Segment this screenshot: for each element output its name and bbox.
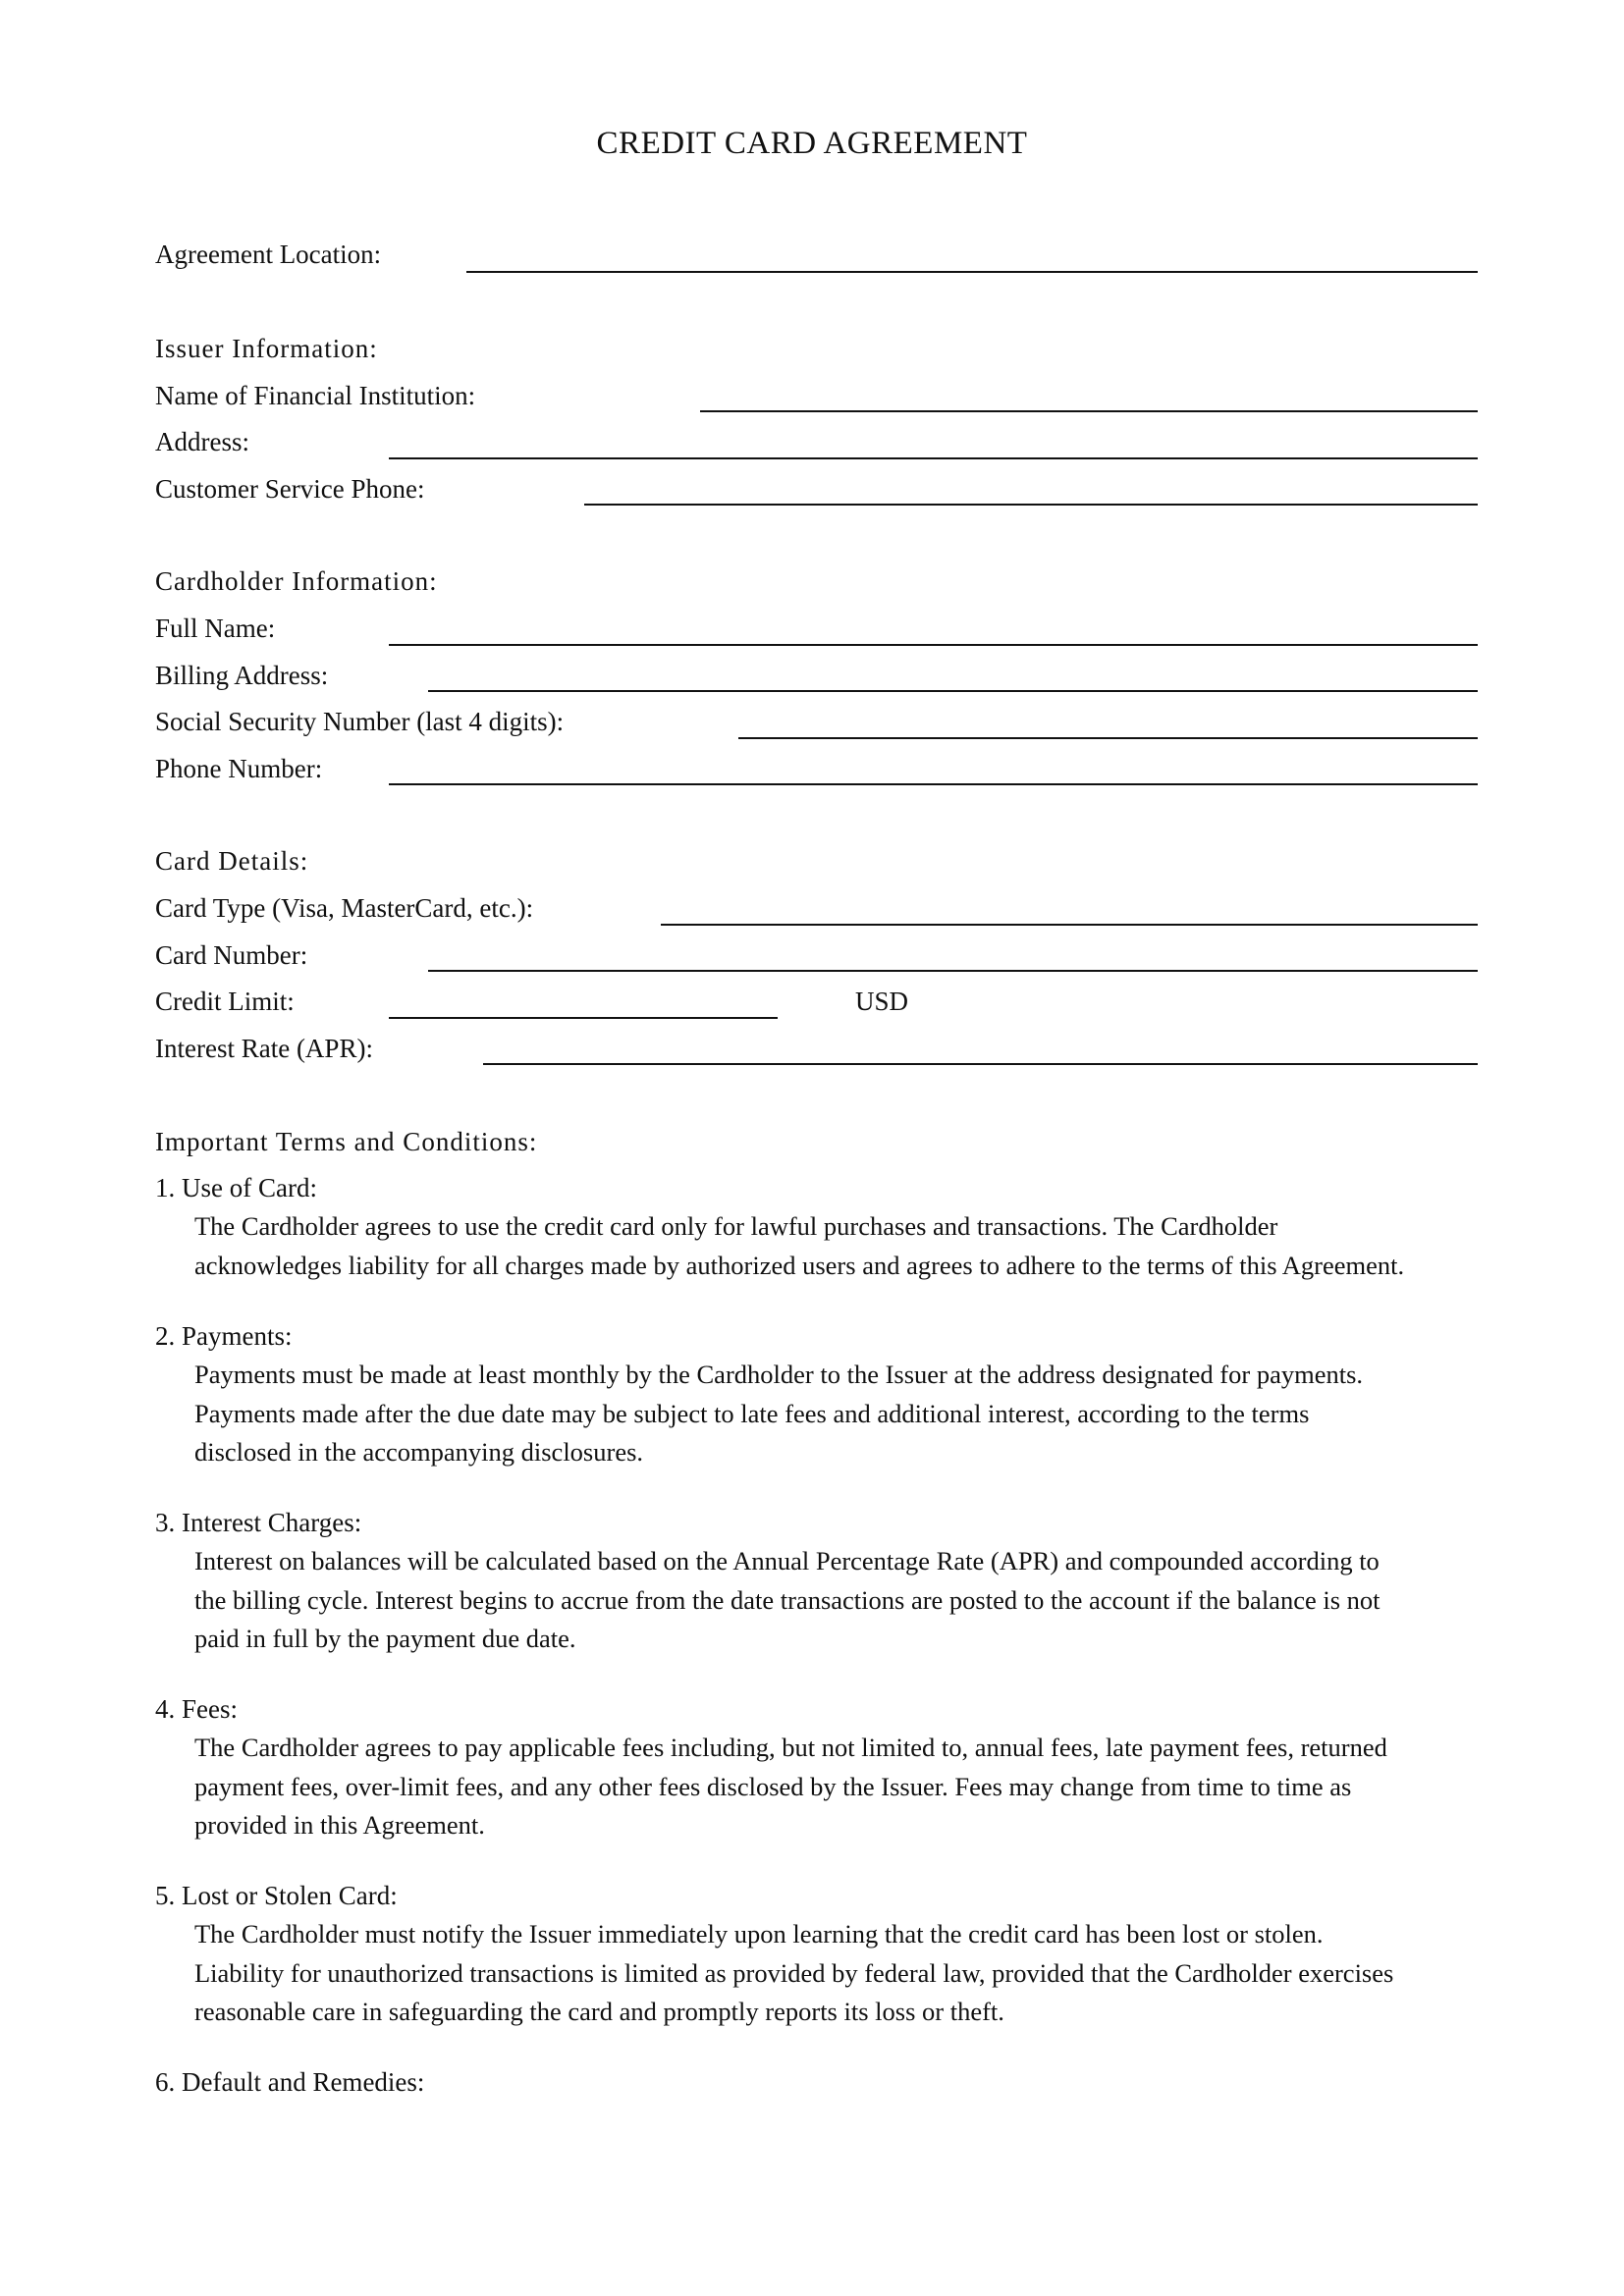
card-details-heading: Card Details:	[155, 846, 309, 876]
ssn-label: Social Security Number (last 4 digits):	[155, 707, 565, 736]
card-number-field[interactable]	[428, 970, 1478, 972]
cardholder-phone-field[interactable]	[389, 783, 1478, 785]
agreement-location-field[interactable]	[466, 271, 1478, 273]
issuer-name-field[interactable]	[700, 410, 1478, 412]
billing-address-label: Billing Address:	[155, 661, 329, 690]
interest-rate-field[interactable]	[483, 1063, 1478, 1065]
term-1-line-2: acknowledges liability for all charges made by authorized users and agrees to adhere to the terms of this Agreement.	[194, 1250, 1405, 1280]
term-5-heading: 5. Lost or Stolen Card:	[155, 1881, 398, 1910]
term-4-line-3: provided in this Agreement.	[194, 1810, 485, 1840]
cardholder-info-heading: Cardholder Information:	[155, 566, 438, 596]
agreement-location-label: Agreement Location:	[155, 240, 382, 269]
credit-limit-field[interactable]	[389, 1017, 778, 1019]
credit-limit-currency: USD	[855, 987, 909, 1016]
terms-heading: Important Terms and Conditions:	[155, 1127, 538, 1156]
term-2-heading: 2. Payments:	[155, 1321, 293, 1351]
term-3-body	[194, 1542, 1490, 1659]
term-4-body	[194, 1729, 1490, 1845]
term-4-heading: 4. Fees:	[155, 1694, 238, 1724]
term-5-body	[194, 1915, 1490, 2032]
term-6-heading: 6. Default and Remedies:	[155, 2067, 425, 2097]
term-2-line-3: disclosed in the accompanying disclosures.	[194, 1437, 644, 1467]
term-2-line-1: Payments must be made at least monthly by the Cardholder to the Issuer at the address designated for payments.	[194, 1360, 1364, 1389]
term-2-body	[194, 1356, 1490, 1472]
issuer-phone-label: Customer Service Phone:	[155, 474, 425, 504]
issuer-address-label: Address:	[155, 427, 249, 456]
cardholder-phone-label: Phone Number:	[155, 754, 323, 783]
term-3-line-1: Interest on balances will be calculated based on the Annual Percentage Rate (APR) and compounded according to	[194, 1546, 1380, 1575]
term-2-line-2: Payments made after the due date may be subject to late fees and additional interest, according to the terms	[194, 1398, 1310, 1428]
term-4-line-2: payment fees, over-limit fees, and any other fees disclosed by the Issuer. Fees may change from time to time as	[194, 1771, 1352, 1801]
term-1-line-1: The Cardholder agrees to use the credit card only for lawful purchases and transactions. The Cardholder	[194, 1211, 1278, 1241]
interest-rate-label: Interest Rate (APR):	[155, 1034, 373, 1063]
issuer-address-field[interactable]	[389, 457, 1478, 459]
issuer-name-label: Name of Financial Institution:	[155, 381, 476, 410]
issuer-info-heading: Issuer Information:	[155, 334, 378, 363]
cardholder-name-field[interactable]	[389, 644, 1478, 646]
card-type-field[interactable]	[661, 924, 1478, 926]
card-number-label: Card Number:	[155, 940, 308, 970]
term-3-line-2: the billing cycle. Interest begins to accrue from the date transactions are posted to the account if the balance is not	[194, 1584, 1380, 1615]
term-4-line-1: The Cardholder agrees to pay applicable fees including, but not limited to, annual fees, late payment fees, returned	[194, 1733, 1387, 1762]
document-title: CREDIT CARD AGREEMENT	[596, 126, 1028, 161]
term-5-line-3: reasonable care in safeguarding the card and promptly reports its loss or theft.	[194, 1997, 1004, 2026]
credit-limit-label: Credit Limit:	[155, 987, 295, 1016]
term-1-body	[194, 1207, 1490, 1285]
term-5-line-1: The Cardholder must notify the Issuer immediately upon learning that the credit card has been lost or stolen.	[194, 1919, 1324, 1949]
card-type-label: Card Type (Visa, MasterCard, etc.):	[155, 893, 534, 923]
billing-address-field[interactable]	[428, 690, 1478, 692]
term-3-line-3: paid in full by the payment due date.	[194, 1624, 576, 1653]
cardholder-name-label: Full Name:	[155, 614, 276, 643]
issuer-phone-field[interactable]	[584, 504, 1478, 506]
ssn-field[interactable]	[738, 737, 1478, 739]
term-5-line-2: Liability for unauthorized transactions is limited as provided by federal law, provided that the Cardholder exercises	[194, 1957, 1394, 1988]
term-1-heading: 1. Use of Card:	[155, 1173, 317, 1202]
term-3-heading: 3. Interest Charges:	[155, 1508, 362, 1537]
